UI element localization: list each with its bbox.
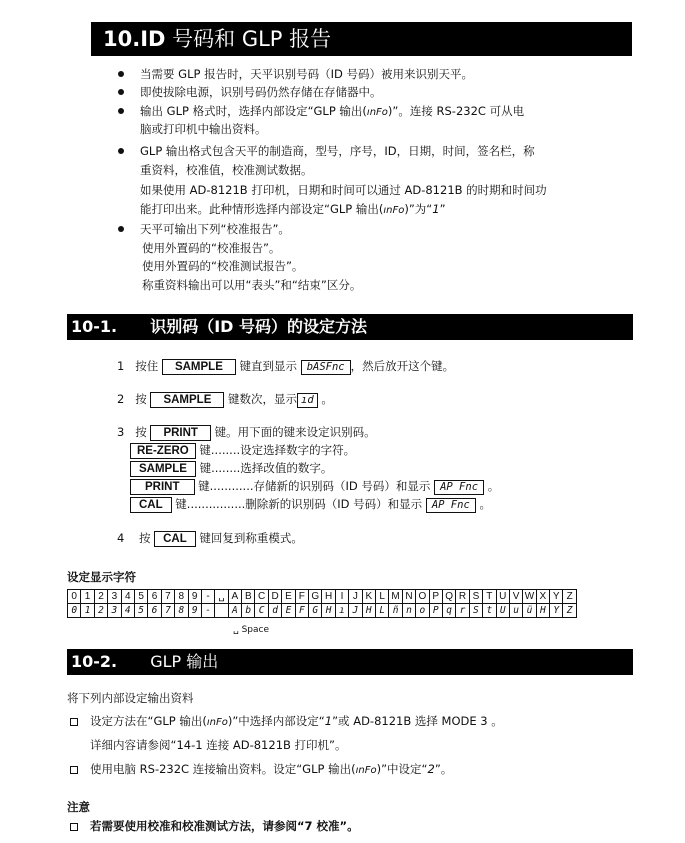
charset-segment: ñ (389, 604, 402, 618)
display-apfnc: AP Fnc (434, 480, 484, 495)
charset-segment: 2 (94, 604, 107, 618)
s2-intro: 将下列内部设定输出资料 (67, 691, 194, 705)
section-10-1-header (67, 314, 633, 340)
step-3 (117, 424, 376, 441)
charset-char: B (242, 590, 255, 604)
intro-bullet-3-cont: 脑或打印机中输出资料。 (140, 122, 267, 136)
charset-char: T (483, 590, 496, 604)
charset-char: G (309, 590, 322, 604)
charset-segment: 6 (148, 604, 161, 618)
step-number: 2 (117, 392, 125, 406)
segment-value: 2 (427, 762, 435, 776)
charset-segment: Z (563, 604, 576, 618)
checkbox-icon (70, 766, 78, 774)
charset-segment: P (429, 604, 442, 618)
space-note: ␣ Space (233, 625, 269, 635)
intro-bullet-5-item: 称重资料输出可以用“表头”和“结束”区分。 (142, 278, 362, 292)
intro-bullet-3 (140, 103, 524, 121)
key-description: 键........选择改值的数字。 (199, 461, 333, 475)
charset-segment: ü (523, 604, 536, 618)
key-description: 键........设定选择数字的字符。 (199, 443, 356, 457)
text: )”中设定“ (376, 762, 428, 776)
charset-char: J (349, 590, 362, 604)
charset-segment: 9 (188, 604, 201, 618)
charset-segment: 8 (175, 604, 188, 618)
charset-segment: 5 (134, 604, 147, 618)
segment-value: 1 (432, 202, 440, 216)
charset-segment: G (309, 604, 322, 618)
charset-char: C (255, 590, 268, 604)
text: 按 (135, 392, 147, 406)
charset-char: Q (442, 590, 455, 604)
charset-segment: o (416, 604, 429, 618)
chapter-title-banner (91, 22, 632, 56)
charset-segment: H (322, 604, 335, 618)
text: 。 (479, 497, 491, 511)
charset-char: Z (563, 590, 576, 604)
intro-bullet-5-item: 使用外置码的“校准报告”。 (142, 241, 281, 255)
text: 按 (138, 531, 151, 545)
checkbox-icon (70, 823, 78, 831)
charset-segment: n (402, 604, 415, 618)
text: 按 (135, 425, 147, 439)
charset-segment: 4 (121, 604, 134, 618)
bullet-icon (118, 148, 124, 154)
charset-char: 5 (134, 590, 147, 604)
charset-segment: 1 (81, 604, 94, 618)
intro-bullet-2: 即使拔除电源，识别号码仍然存储在存储器中。 (140, 85, 382, 99)
charset-segment: u (509, 604, 522, 618)
charset-segment: U (496, 604, 509, 618)
charset-char: X (536, 590, 549, 604)
charset-char: A (228, 590, 241, 604)
charset-char: F (295, 590, 308, 604)
charset-char: I (335, 590, 348, 604)
charset-char: 7 (161, 590, 174, 604)
charset-segment: 3 (108, 604, 121, 618)
charset-char: W (524, 591, 535, 602)
charset-char: 0 (68, 590, 81, 604)
key-row-cal (130, 496, 491, 513)
step-2 (117, 391, 333, 408)
charset-segment: d (268, 604, 281, 618)
section-title: GLP 输出 (150, 652, 219, 671)
charset-segment: S (469, 604, 482, 618)
bullet-icon (118, 226, 124, 232)
s2-item-1 (90, 713, 503, 731)
intro-bullet-4-cont2: 如果使用 AD-8121B 打印机，日期和时间可以通过 AD-8121B 的时期和时间功 (140, 183, 547, 197)
print-key: PRINT (150, 425, 211, 441)
print-key: PRINT (130, 479, 195, 495)
charset-char: ␣ (215, 590, 228, 604)
charset-char: M (389, 590, 402, 604)
sample-key: SAMPLE (130, 461, 196, 477)
cal-key: CAL (154, 531, 196, 547)
intro-bullet-4-cont: 重资料，校准值，校准测试数据。 (140, 163, 313, 177)
bullet-icon (118, 89, 124, 95)
key-row-rezero (130, 442, 355, 459)
segment-code: ınFo (366, 107, 388, 118)
text: ” (439, 202, 446, 216)
display-basfnc: bASFnc (301, 360, 351, 375)
charset-char: R (456, 590, 469, 604)
charset-segment: H (362, 604, 375, 618)
charset-char: L (375, 590, 388, 604)
charset-char: S (469, 590, 482, 604)
charset-segment: Y (550, 604, 563, 618)
step-4 (117, 530, 303, 547)
text: 键回复到称重模式。 (199, 531, 303, 545)
charset-segment: E (282, 604, 295, 618)
charset-table (67, 589, 577, 618)
charset-char: 1 (81, 590, 94, 604)
text: 。 (321, 392, 333, 406)
charset-char: 9 (188, 590, 201, 604)
intro-bullet-4-cont3 (140, 201, 446, 219)
charset-char: D (268, 590, 281, 604)
chapter-title: 号码和 GLP 报告 (172, 27, 332, 51)
charset-char: 8 (175, 590, 188, 604)
text: 。 (487, 479, 500, 493)
charset-char: - (201, 590, 214, 604)
charset-segment: A (228, 604, 241, 618)
charset-char: P (429, 590, 442, 604)
charset-char: E (282, 590, 295, 604)
charset-char: 2 (94, 590, 107, 604)
key-description: 键................删除新的识别码（ID 号码）和显示 (175, 497, 423, 511)
charset-char: U (496, 590, 509, 604)
text: )”中选择内部设定“ (227, 714, 325, 728)
text: 按住 (135, 359, 159, 373)
charset-segment-row (68, 604, 577, 618)
charset-segment: t (483, 604, 496, 618)
charset-segment (215, 604, 228, 618)
section-10-2-header (67, 649, 633, 675)
charset-segment: F (295, 604, 308, 618)
cal-key: CAL (130, 497, 172, 513)
text: 键。用下面的键来设定识别码。 (214, 425, 376, 439)
key-row-print (130, 478, 499, 495)
step-number: 1 (117, 359, 125, 373)
key-description: 键............存储新的识别码（ID 号码）和显示 (198, 479, 431, 493)
text: 输出 GLP 格式时，选择内部设定“GLP 输出( (140, 104, 367, 118)
charset-char: K (362, 590, 375, 604)
section-number: 10-2. (71, 652, 118, 671)
intro-bullet-1: 当需要 GLP 报告时，天平识别号码（ID 号码）被用来识别天平。 (140, 67, 473, 81)
charset-label: 设定显示字符 (67, 570, 136, 584)
intro-bullet-4: GLP 输出格式包含天平的制造商，型号，序号，ID，日期，时间，签名栏，称 (140, 144, 535, 158)
chapter-number: 10.ID (103, 27, 166, 51)
charset-segment: - (201, 604, 214, 618)
display-apfnc: AP Fnc (426, 498, 476, 513)
charset-char: 6 (148, 590, 161, 604)
charset-segment: q (442, 604, 455, 618)
charset-row (68, 590, 577, 604)
text: ”。 (434, 762, 453, 776)
charset-segment: C (255, 604, 268, 618)
charset-char: N (402, 590, 415, 604)
section-number: 10-1. (71, 317, 118, 336)
text: )”。连接 RS-232C 可从电 (387, 104, 525, 118)
sample-key: SAMPLE (150, 392, 224, 408)
charset-char: 4 (121, 590, 134, 604)
text: )”为“ (404, 202, 433, 216)
text: ，然后放开这个键。 (350, 359, 455, 373)
rezero-key: RE-ZERO (130, 443, 196, 459)
charset-char: Y (550, 590, 563, 604)
s2-item-2 (90, 761, 452, 779)
charset-char: H (322, 590, 335, 604)
note-label: 注意 (67, 800, 90, 814)
text: 键直到显示 (239, 359, 298, 373)
text: 设定方法在“GLP 输出( (90, 714, 207, 728)
segment-code: ınFo (355, 765, 377, 776)
segment-code: ınFo (206, 717, 228, 728)
text: 键数次，显示 (228, 392, 298, 406)
step-1 (117, 358, 454, 375)
key-row-sample (130, 460, 332, 477)
checkbox-icon (70, 718, 78, 726)
section-title: 识别码（ID 号码）的设定方法 (150, 317, 368, 336)
charset-segment: ı (335, 604, 348, 618)
bullet-icon (118, 71, 124, 77)
text: 使用电脑 RS-232C 连接输出资料。设定“GLP 输出( (90, 762, 356, 776)
charset-segment: H (536, 604, 549, 618)
charset-char: 3 (108, 590, 121, 604)
charset-segment: J (349, 604, 362, 618)
sample-key: SAMPLE (162, 359, 236, 375)
segment-value: 1 (324, 714, 333, 728)
text: 能打印出来。此种情形选择内部设定“GLP 输出( (140, 202, 384, 216)
segment-code: ınFo (383, 205, 405, 216)
intro-bullet-5-item: 使用外置码的“校准测试报告”。 (142, 259, 304, 273)
charset-char: V (509, 590, 522, 604)
step-number: 4 (117, 531, 125, 545)
charset-segment: L (375, 604, 388, 618)
charset-segment: r (456, 604, 469, 618)
note-text: 若需要使用校准和校准测试方法，请参阅“7 校准”。 (90, 819, 359, 833)
charset-segment: 0 (68, 604, 81, 618)
charset-char: O (416, 590, 429, 604)
charset-segment: 7 (161, 604, 174, 618)
s2-item-1-cont: 详细内容请参阅“14-1 连接 AD-8121B 打印机”。 (90, 738, 347, 752)
bullet-icon (118, 108, 124, 114)
step-number: 3 (117, 425, 125, 439)
intro-bullet-5: 天平可输出下列“校准报告”。 (140, 222, 290, 236)
text: ”或 AD-8121B 选择 MODE 3 。 (332, 714, 503, 728)
display-id: ıd (297, 393, 318, 408)
charset-segment: b (242, 604, 255, 618)
